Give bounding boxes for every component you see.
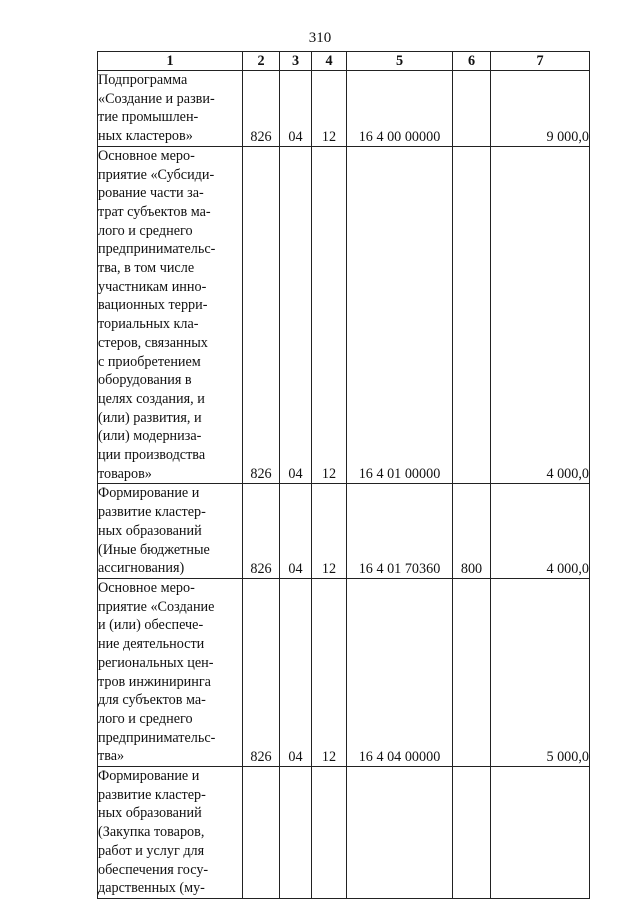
table-row xyxy=(98,484,590,579)
cell-admin-code: 826 xyxy=(243,146,280,484)
cell-subsection: 12 xyxy=(312,146,347,484)
cell-section: 04 xyxy=(280,71,312,147)
cell-amount: 4 000,0 xyxy=(491,484,590,579)
cell-target-article: 16 4 01 70360 xyxy=(347,484,453,579)
row-name: Формирование и развитие кластер- ных образований (Закупка товаров, работ и услуг для обеспечения госу- дарственных (му- xyxy=(98,767,243,899)
table-row xyxy=(98,767,590,899)
column-header: 2 xyxy=(243,52,280,71)
cell-admin-code: 826 xyxy=(243,71,280,147)
cell-target-article: 16 4 04 00000 xyxy=(347,578,453,766)
page-number: 310 xyxy=(308,30,332,46)
cell-subsection: 12 xyxy=(312,578,347,766)
table-row xyxy=(98,578,590,766)
cell-section: 04 xyxy=(280,578,312,766)
cell-amount: 9 000,0 xyxy=(491,71,590,147)
cell-expense-type xyxy=(453,767,491,899)
cell-admin-code xyxy=(243,767,280,899)
cell-target-article: 16 4 00 00000 xyxy=(347,71,453,147)
column-header: 1 xyxy=(98,52,243,71)
row-name: Подпрограмма «Создание и разви- тие промышлен- ных кластеров» xyxy=(98,71,243,147)
cell-subsection xyxy=(312,767,347,899)
cell-admin-code: 826 xyxy=(243,484,280,579)
column-header: 4 xyxy=(312,52,347,71)
column-header: 3 xyxy=(280,52,312,71)
row-name: Формирование и развитие кластер- ных образований (Иные бюджетные ассигнования) xyxy=(98,484,243,579)
budget-table xyxy=(97,51,590,899)
cell-section xyxy=(280,767,312,899)
cell-target-article xyxy=(347,767,453,899)
cell-admin-code: 826 xyxy=(243,578,280,766)
cell-expense-type xyxy=(453,71,491,147)
row-name: Основное меро- приятие «Субсиди- рование части за- трат субъектов ма- лого и среднего предпринимательс- тва, в том числе участникам инно- вационных терри- ториальных кла- стеров, связанных с приобретением оборудования в целях создания, и (или) развития, и (или) модерниза- ции производства товаров» xyxy=(98,146,243,484)
cell-subsection: 12 xyxy=(312,484,347,579)
cell-amount: 5 000,0 xyxy=(491,578,590,766)
column-header: 5 xyxy=(347,52,453,71)
cell-subsection: 12 xyxy=(312,71,347,147)
cell-amount xyxy=(491,767,590,899)
column-header: 6 xyxy=(453,52,491,71)
cell-section: 04 xyxy=(280,146,312,484)
cell-expense-type: 800 xyxy=(453,484,491,579)
header-row xyxy=(98,52,590,71)
table-row xyxy=(98,71,590,147)
cell-amount: 4 000,0 xyxy=(491,146,590,484)
cell-expense-type xyxy=(453,146,491,484)
cell-target-article: 16 4 01 00000 xyxy=(347,146,453,484)
cell-section: 04 xyxy=(280,484,312,579)
cell-expense-type xyxy=(453,578,491,766)
table-row xyxy=(98,146,590,484)
column-header: 7 xyxy=(491,52,590,71)
row-name: Основное меро- приятие «Создание и (или) обеспече- ние деятельности региональных цен- тров инжиниринга для субъектов ма- лого и среднего предпринимательс- тва» xyxy=(98,578,243,766)
